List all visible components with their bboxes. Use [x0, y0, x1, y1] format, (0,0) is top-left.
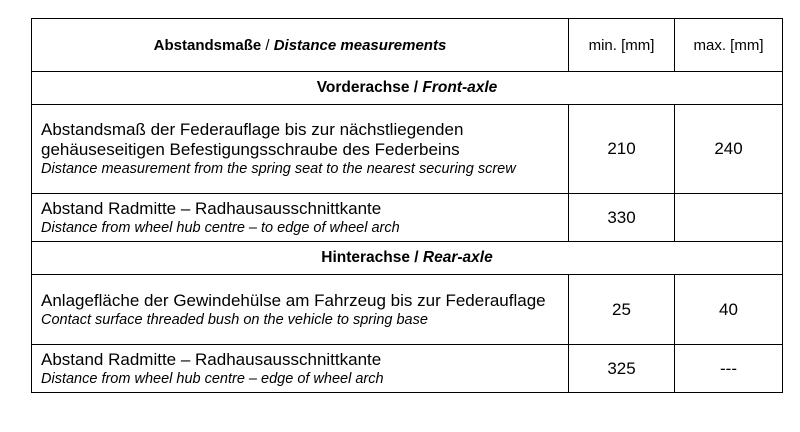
row-description — [32, 275, 569, 345]
row-description-en: Distance from wheel hub centre – edge of wheel arch — [41, 370, 384, 387]
section-title-rear-axle — [32, 242, 783, 275]
row-description-de: Abstand Radmitte – Radhausausschnittkante — [41, 349, 382, 369]
row-description — [32, 345, 569, 393]
section-row-rear-axle — [32, 242, 783, 275]
row-description-de: Abstandsmaß der Federauflage bis zur nächstliegenden gehäuseseitigen Befestigungsschraube des Federbeins — [41, 120, 464, 159]
table-row — [32, 345, 783, 393]
header-title-en: Distance measurements — [273, 36, 447, 54]
section-separator: / — [410, 249, 423, 266]
row-min-value: 25 — [569, 275, 675, 345]
row-max-value: --- — [675, 345, 783, 393]
row-max-value: 40 — [675, 275, 783, 345]
row-max-value — [675, 194, 783, 242]
section-separator: / — [409, 79, 423, 96]
distance-measurements-table — [31, 18, 783, 393]
row-max-value: 240 — [675, 105, 783, 194]
header-separator: / — [261, 36, 274, 54]
row-min-value: 330 — [569, 194, 675, 242]
row-description-en: Contact surface threaded bush on the vehicle to spring base — [41, 311, 428, 328]
header-min: min. [mm] — [569, 19, 675, 72]
row-description-de: Anlagefläche der Gewindehülse am Fahrzeug bis zur Federauflage — [41, 290, 546, 310]
row-min-value: 325 — [569, 345, 675, 393]
table-row — [32, 275, 783, 345]
section-title-de: Hinterachse — [321, 249, 410, 266]
section-row-front-axle — [32, 72, 783, 105]
row-min-value: 210 — [569, 105, 675, 194]
row-description-en: Distance from wheel hub centre – to edge of wheel arch — [41, 219, 400, 236]
section-title-en: Rear-axle — [422, 249, 493, 266]
section-title-de: Vorderachse — [316, 79, 410, 96]
header-title-cell — [32, 19, 569, 72]
table-row — [32, 194, 783, 242]
row-description-de: Abstand Radmitte – Radhausausschnittkante — [41, 198, 382, 218]
table-row — [32, 105, 783, 194]
section-title-front-axle — [32, 72, 783, 105]
row-description-en: Distance measurement from the spring seat to the nearest securing screw — [41, 161, 516, 177]
section-title-en: Front-axle — [422, 79, 498, 96]
row-description — [32, 105, 569, 194]
header-title-de: Abstandsmaße — [153, 36, 262, 54]
header-max: max. [mm] — [675, 19, 783, 72]
table-header-row — [32, 19, 783, 72]
row-description — [32, 194, 569, 242]
